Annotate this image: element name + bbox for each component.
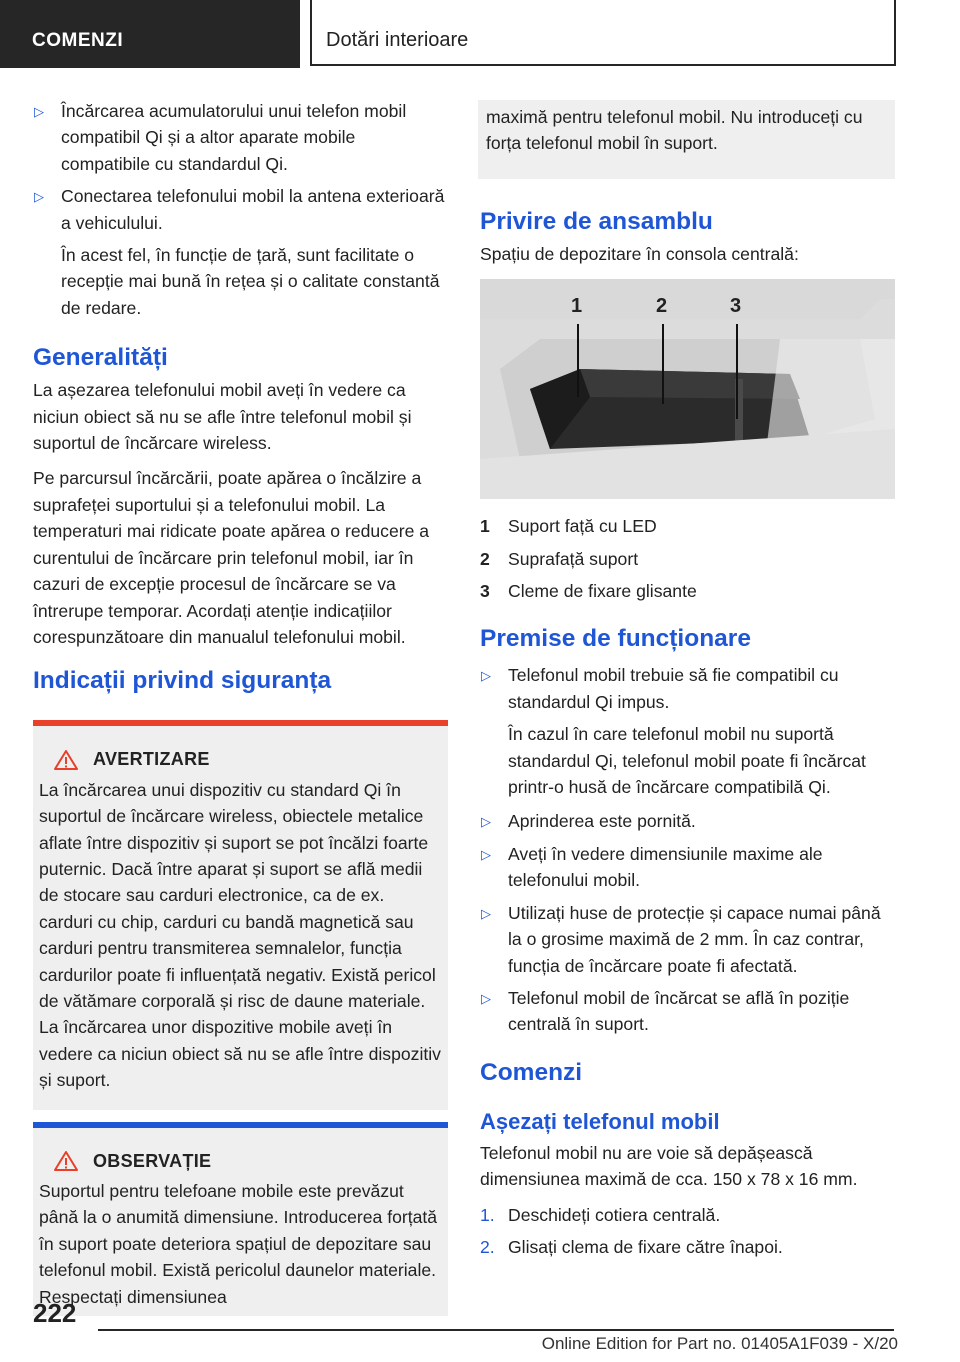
triangle-bullet-icon: ▷ (34, 104, 44, 119)
figure-label-1: 1 (571, 294, 583, 317)
list-item: ▷ Telefonul mobil de încărcat se află în poziție centrală în suport. (481, 987, 850, 1035)
paragraph: La așezarea telefonului mobil aveți în vedere ca niciun obiect să nu se afle între telefonul mobil și suportul de încărcare wireless. (33, 380, 412, 454)
legend-item: 1 Suport față cu LED (480, 516, 657, 537)
heading-generalitati: Generalități (33, 344, 168, 372)
triangle-bullet-icon: ▷ (481, 668, 491, 684)
storage-console-illustration (480, 279, 895, 499)
note-text: Suportul pentru telefoane mobile este prevăzut până la o anumită dimensiune. Introducerea forțată în suport poate deteriora spațiul de depozitare sau telefonul mobil. Există pericolul daunelor materiale. Respectați dimensiunea (39, 1181, 438, 1307)
list-item: ▷ Conectarea telefonului mobil la antena exterioară a vehiculului. (34, 186, 445, 233)
triangle-bullet-icon: ▷ (481, 905, 491, 921)
note-title: OBSERVAȚIE (39, 1148, 442, 1174)
list-item: ▷ Încărcarea acumulatorului unui telefon mobil compatibil Qi și a altor aparate mobile compatibile cu standardul Qi. (34, 101, 407, 174)
chapter-title: Dotări interioare (310, 0, 896, 66)
heading-safety: Indicații privind siguranța (33, 667, 332, 695)
warning-text: La încărcarea unui dispozitiv cu standard Qi în suportul de încărcare wireless, obiectele metalice aflate între dispozitiv și suport se pot încălzi foarte puternic. Dacă între aparat și suport se află medii de stocare sau carduri electronice, ca de ex. carduri cu chip, carduri cu bandă magnetică sau carduri pentru transmiterea semnalelor, funcția cardurilor poate fi influențată negativ. Există pericol de vătămare corporală și risc de daune materiale. La încărcarea unor dispozitive mobile aveți în vedere ca niciun obiect să nu se afle între dispozitiv și suport. (39, 779, 441, 1091)
warning-triangle-icon (53, 1150, 79, 1172)
page-header (0, 0, 960, 68)
heading-overview: Privire de ansamblu (480, 207, 713, 235)
list-item-subtext: În acest fel, în funcție de țară, sunt facilitate o recepție mai bună în rețea și o calitate constantă de redare. (61, 245, 440, 318)
warning-triangle-icon (53, 749, 79, 771)
triangle-bullet-icon: ▷ (481, 846, 491, 862)
list-item: ▷ Aprinderea este pornită. (480, 808, 895, 834)
list-item: ▷ Aveți în vedere dimensiunile maxime ale telefonului mobil. (481, 843, 823, 891)
warning-title: AVERTIZARE (39, 746, 442, 772)
paragraph: Pe parcursul încărcării, poate apărea o încălzire a suprafeței suportului și a telefonului mobil. La temperaturi mai ridicate poate apărea o reducere a curentului de încărcare prin telefonul mobil, iar în cazuri de excepție procesul de încărcare se va întrerupe temporar. Acordați atenție indicațiilor corespunzătoare din manualul telefonului mobil. (33, 468, 430, 647)
heading-comenzi: Comenzi (480, 1058, 583, 1086)
list-item-subtext: În cazul în care telefonul mobil nu suportă standardul Qi, telefonul mobil poate fi încărcat printr-o husă de încărcare compatibilă Qi. (508, 724, 866, 798)
paragraph: Spațiu de depozitare în consola centrală: (480, 243, 799, 264)
heading-asezati: Așezați telefonul mobil (480, 1108, 720, 1134)
warning-box (33, 720, 448, 1109)
legend-item: 2 Suprafață suport (480, 548, 639, 569)
note-text-continued: maximă pentru telefonul mobil. Nu introduceți cu forța telefonul mobil în suport. (486, 107, 863, 154)
paragraph: Telefonul mobil nu are voie să depășească dimensiunea maximă de cca. 150 x 78 x 16 mm. (480, 1142, 858, 1190)
console-figure (480, 279, 895, 499)
step-item: 2. Glisați clema de fixare către înapoi. (480, 1236, 783, 1257)
figure-label-2: 2 (656, 294, 668, 317)
footer-divider (98, 1329, 894, 1331)
list-item: ▷ Telefonul mobil trebuie să fie compatibil cu standardul Qi impus. (481, 665, 839, 712)
triangle-bullet-icon: ▷ (481, 990, 491, 1006)
note-box-continued (478, 100, 895, 179)
figure-legend (480, 513, 895, 604)
figure-label-3: 3 (730, 294, 742, 317)
edition-text: Online Edition for Part no. 01405A1F039 - X/20 (541, 1334, 898, 1353)
legend-item: 3 Cleme de fixare glisante (480, 581, 697, 602)
heading-premise: Premise de funcționare (480, 625, 751, 653)
triangle-bullet-icon: ▷ (34, 189, 44, 205)
page-number: 222 (33, 1298, 77, 1328)
right-column (480, 100, 895, 1266)
note-box (33, 1122, 448, 1316)
left-column (33, 98, 448, 1316)
list-item: ▷ Utilizați huse de protecție și capace numai până la o grosime maximă de 2 mm. În caz contrar, funcția de încărcare poate fi afectată. (481, 902, 881, 976)
step-item: 1. Deschideți cotiera centrală. (480, 1204, 721, 1225)
triangle-bullet-icon: ▷ (481, 814, 491, 830)
section-tab: COMENZI (0, 0, 300, 68)
